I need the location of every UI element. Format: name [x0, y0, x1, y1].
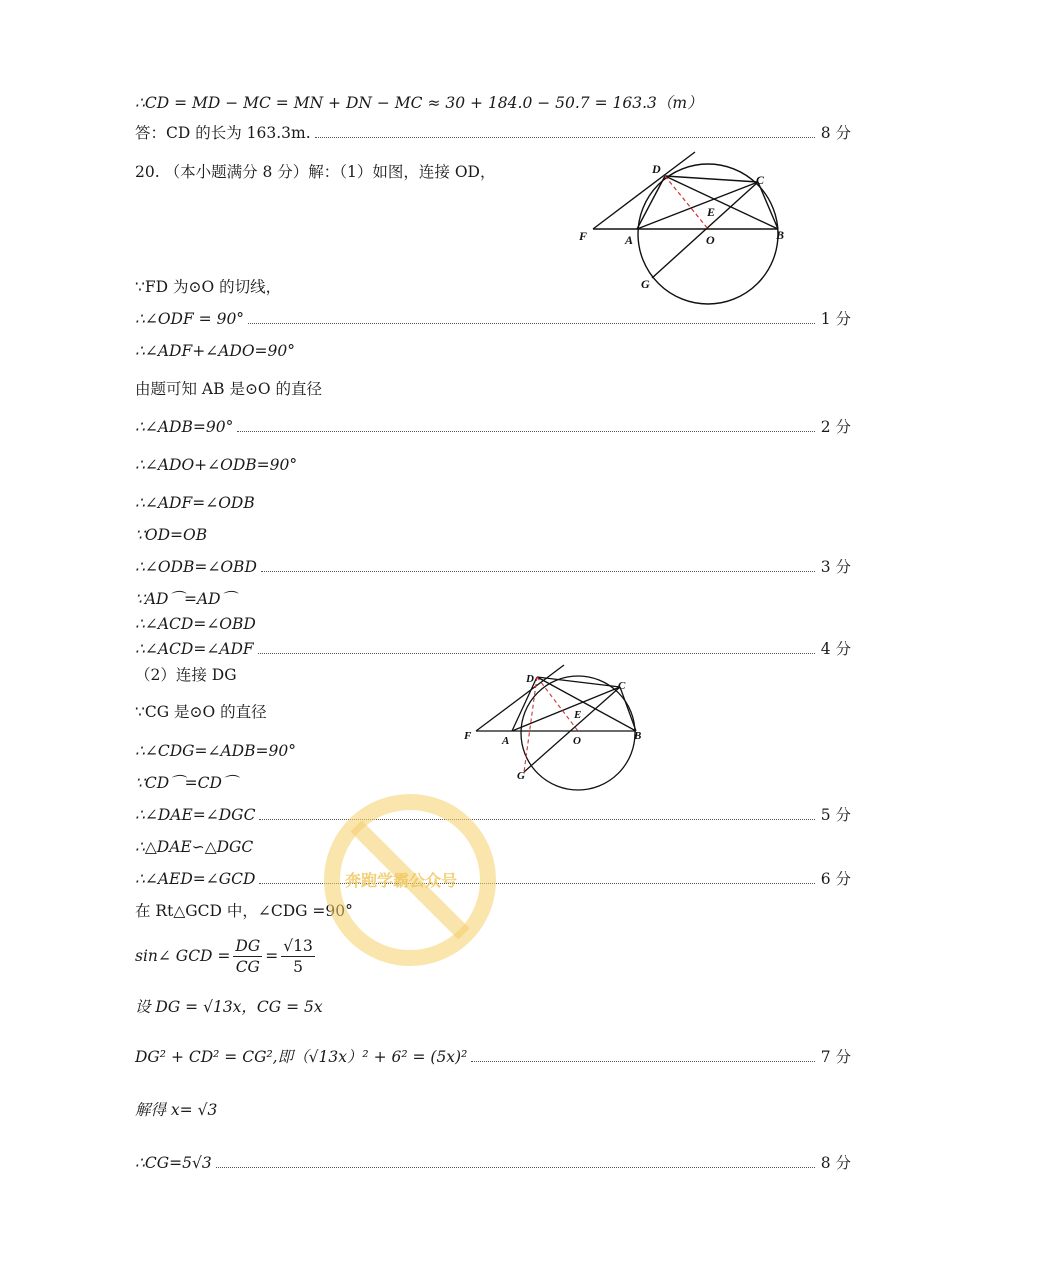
line-arc-cd: ∵CD⌒=CD⌒: [135, 774, 238, 792]
line-cdg-adb: ∴∠CDG=∠ADB=90°: [135, 742, 296, 760]
circle-diagram-1: [575, 148, 805, 313]
line-ado-odb: ∴∠ADO+∠ODB=90°: [135, 456, 298, 474]
line-right-triangle: 在 Rt△GCD 中，∠CDG =90°: [135, 902, 353, 920]
score-mark: 2 分: [820, 418, 851, 436]
line-diameter-ab: 由题可知 AB 是⊙O 的直径: [135, 380, 323, 398]
circle-diagram-2: [460, 660, 660, 795]
line-odb-obd: ∴∠ODB=∠OBD 3 分: [135, 555, 851, 579]
score-mark: 7 分: [820, 1048, 851, 1066]
line-similar: ∴△DAE∽△DGC: [135, 838, 254, 856]
fraction-sqrt13-5: $\frac{√13}{5}$: [283, 936, 313, 976]
label-g: G: [641, 277, 650, 291]
line-aed-gcd: ∴∠AED=∠GCD 6 分: [135, 867, 851, 891]
score-mark: 4 分: [820, 640, 851, 658]
label-e: E: [574, 709, 582, 721]
label-o: O: [573, 735, 581, 747]
label-c: C: [618, 680, 626, 692]
label-b: B: [776, 228, 785, 242]
line-part-2: （2）连接 DG: [135, 666, 237, 684]
line-problem-20: 20. （本小题满分 8 分）解：（1）如图，连接 OD，: [135, 163, 496, 181]
label-b: B: [634, 730, 642, 742]
label-d: D: [652, 162, 661, 176]
line-adb: ∴∠ADB=90° 2 分: [135, 415, 851, 439]
line-pythagoras: DG² + CD² = CG²,即（√13x）² + 6² = (5x)² 7 分: [135, 1045, 851, 1069]
label-c: C: [756, 173, 765, 187]
line-cg-diameter: ∵CG 是⊙O 的直径: [135, 703, 267, 721]
line-arc-ad: ∵AD⌒=AD⌒: [135, 590, 237, 608]
label-f: F: [579, 229, 588, 243]
line-let-dg-cg: 设 DG = √13x，CG = 5x: [135, 998, 323, 1016]
label-e: E: [707, 205, 716, 219]
label-d: D: [526, 673, 534, 685]
line-acd-adf: ∴∠ACD=∠ADF 4 分: [135, 637, 851, 661]
line-solve-x: 解得 x= √3: [135, 1101, 218, 1119]
line-adf-ado: ∴∠ADF+∠ADO=90°: [135, 342, 295, 360]
score-mark: 5 分: [820, 806, 851, 824]
score-mark: 8 分: [820, 1154, 851, 1172]
watermark-text: 奔跑学霸公众号: [345, 871, 458, 890]
line-adf-odb: ∴∠ADF=∠ODB: [135, 494, 255, 512]
score-mark: 3 分: [820, 558, 851, 576]
line-acd-obd: ∴∠ACD=∠OBD: [135, 615, 256, 633]
line-odf: ∴∠ODF = 90° 1 分: [135, 307, 851, 331]
line-answer: 答：CD 的长为 163.3m. 8 分: [135, 121, 851, 145]
label-a: A: [625, 233, 634, 247]
label-o: O: [706, 233, 715, 247]
label-g: G: [517, 770, 525, 782]
score-mark: 1 分: [820, 310, 851, 328]
label-f: F: [464, 730, 472, 742]
line-sin-gcd: sin∠ GCD = $\frac{DG}{CG}$ = $\frac{√13}{5}$: [135, 936, 313, 976]
line-od-ob: ∵OD=OB: [135, 526, 208, 544]
score-mark: 8 分: [820, 124, 851, 142]
line-cg-result: ∴CG=5√3 8 分: [135, 1151, 851, 1175]
fraction-dg-cg: $\frac{DG}{CG}$: [235, 936, 261, 976]
line-tangent: ∵FD 为⊙O 的切线，: [135, 278, 282, 296]
line-dae-dgc: ∴∠DAE=∠DGC 5 分: [135, 803, 851, 827]
label-a: A: [502, 735, 510, 747]
line-cd-calculation: ∴CD = MD − MC = MN + DN − MC ≈ 30 + 184.0 − 50.7 = 163.3（m）: [135, 94, 703, 112]
score-mark: 6 分: [820, 870, 851, 888]
